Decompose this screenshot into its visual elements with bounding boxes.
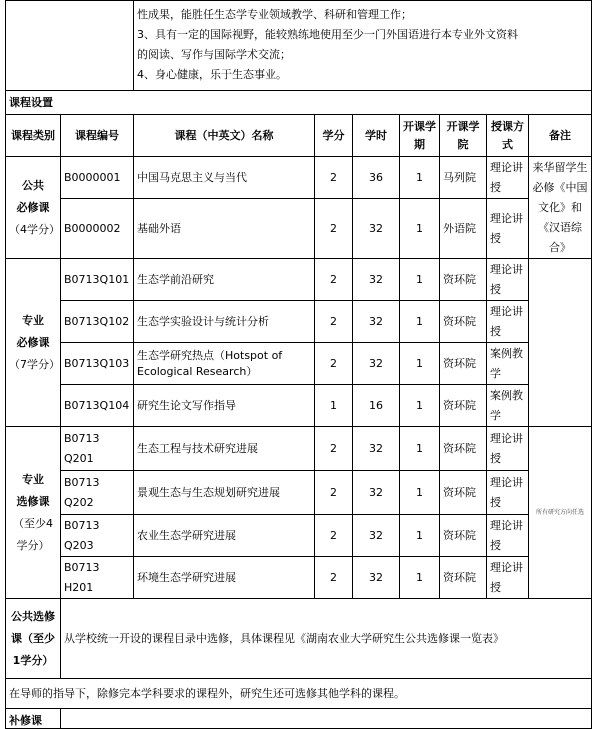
course-hours: 32 xyxy=(353,471,400,515)
course-name: 景观生态与生态规划研究进展 xyxy=(134,471,315,515)
course-credit: 2 xyxy=(315,301,353,343)
course-term: 1 xyxy=(400,385,440,427)
course-hours: 32 xyxy=(353,343,400,385)
notes-public-required: 来华留学生必修《中国文化》和《汉语综合》 xyxy=(529,157,592,259)
course-method: 案例教学 xyxy=(487,385,529,427)
category-line: 必修课 xyxy=(16,335,50,349)
category-public-elective: 公共选修课（至少1学分） xyxy=(6,599,61,679)
intro-line: 的阅读、写作与国际学术交流； xyxy=(137,48,291,61)
course-hours: 32 xyxy=(353,427,400,471)
course-credit: 2 xyxy=(315,259,353,301)
course-code: B0713Q103 xyxy=(61,343,134,385)
intro-line: 4、身心健康，乐于生态事业。 xyxy=(137,68,287,81)
header-code: 课程编号 xyxy=(61,115,134,157)
intro-blank-cell xyxy=(6,1,134,91)
category-line: （至少4学分） xyxy=(13,516,53,552)
course-hours: 32 xyxy=(353,515,400,557)
category-line: 专业 xyxy=(22,472,44,486)
course-credit: 1 xyxy=(315,385,353,427)
course-college: 资环院 xyxy=(440,343,487,385)
course-term: 1 xyxy=(400,199,440,259)
course-method: 案例教学 xyxy=(487,343,529,385)
course-college: 资环院 xyxy=(440,471,487,515)
course-name: 基础外语 xyxy=(134,199,315,259)
course-method: 理论讲授 xyxy=(487,301,529,343)
course-method: 理论讲授 xyxy=(487,557,529,599)
course-credit: 2 xyxy=(315,343,353,385)
course-term: 1 xyxy=(400,557,440,599)
course-credit: 2 xyxy=(315,471,353,515)
course-college: 马列院 xyxy=(440,157,487,199)
course-hours: 32 xyxy=(353,557,400,599)
course-term: 1 xyxy=(400,259,440,301)
course-college: 资环院 xyxy=(440,557,487,599)
course-term: 1 xyxy=(400,471,440,515)
course-name: 生态学实验设计与统计分析 xyxy=(134,301,315,343)
course-code: B0713 Q201 xyxy=(61,427,134,471)
course-method: 理论讲授 xyxy=(487,259,529,301)
course-name: 生态学研究热点（Hotspot of Ecological Research） xyxy=(134,343,315,385)
course-hours: 32 xyxy=(353,199,400,259)
course-code: B0713 H201 xyxy=(61,557,134,599)
course-credit: 2 xyxy=(315,157,353,199)
course-name: 生态学前沿研究 xyxy=(134,259,315,301)
curriculum-table xyxy=(5,0,592,729)
course-name: 生态工程与技术研究进展 xyxy=(134,427,315,471)
course-code: B0713Q101 xyxy=(61,259,134,301)
category-line: （7学分） xyxy=(9,357,60,371)
course-term: 1 xyxy=(400,157,440,199)
category-line: 公共 xyxy=(22,178,44,192)
course-hours: 32 xyxy=(353,301,400,343)
course-method: 理论讲授 xyxy=(487,427,529,471)
category-line: （4学分） xyxy=(9,222,60,236)
course-hours: 32 xyxy=(353,259,400,301)
course-code: B0713 Q203 xyxy=(61,515,134,557)
public-elective-text: 从学校统一开设的课程目录中选修，具体课程见《湖南农业大学研究生公共选修课一览表》 xyxy=(61,599,592,679)
header-name: 课程（中英文）名称 xyxy=(134,115,315,157)
course-credit: 2 xyxy=(315,427,353,471)
course-method: 理论讲授 xyxy=(487,515,529,557)
course-name: 研究生论文写作指导 xyxy=(134,385,315,427)
course-credit: 2 xyxy=(315,199,353,259)
course-credit: 2 xyxy=(315,515,353,557)
section-title: 课程设置 xyxy=(6,91,592,115)
course-credit: 2 xyxy=(315,557,353,599)
course-term: 1 xyxy=(400,343,440,385)
category-major-elective xyxy=(6,427,61,599)
course-method: 理论讲授 xyxy=(487,157,529,199)
notes-major-elective: 所有研究方向任选 xyxy=(529,427,592,599)
header-hours: 学时 xyxy=(353,115,400,157)
header-college: 开课学院 xyxy=(440,115,487,157)
header-method: 授课方式 xyxy=(487,115,529,157)
category-line: 必修课 xyxy=(16,200,50,214)
header-notes: 备注 xyxy=(529,115,592,157)
header-term: 开课学期 xyxy=(400,115,440,157)
course-name: 环境生态学研究进展 xyxy=(134,557,315,599)
intro-line: 性成果，能胜任生态学专业领域教学、科研和管理工作； xyxy=(137,8,412,21)
intro-text xyxy=(134,1,592,91)
intro-line: 3、具有一定的国际视野，能较熟练地使用至少一门外国语进行本专业外文资料 xyxy=(137,28,518,41)
header-category: 课程类别 xyxy=(6,115,61,157)
course-college: 资环院 xyxy=(440,301,487,343)
course-code: B0713Q104 xyxy=(61,385,134,427)
course-hours: 36 xyxy=(353,157,400,199)
course-name: 农业生态学研究进展 xyxy=(134,515,315,557)
course-term: 1 xyxy=(400,427,440,471)
course-code: B0000002 xyxy=(61,199,134,259)
footer-note: 在导师的指导下，除修完本学科要求的课程外，研究生还可选修其他学科的课程。 xyxy=(6,679,592,709)
course-college: 资环院 xyxy=(440,427,487,471)
category-public-required xyxy=(6,157,61,259)
category-line: 选修课 xyxy=(16,494,50,508)
course-code: B0713Q102 xyxy=(61,301,134,343)
category-major-required xyxy=(6,259,61,427)
course-term: 1 xyxy=(400,301,440,343)
course-term: 1 xyxy=(400,515,440,557)
notes-major-required xyxy=(529,259,592,427)
course-college: 资环院 xyxy=(440,259,487,301)
course-method: 理论讲授 xyxy=(487,471,529,515)
header-credit: 学分 xyxy=(315,115,353,157)
remedial-course-label: 补修课 xyxy=(6,709,61,729)
course-method: 理论讲授 xyxy=(487,199,529,259)
course-code: B0713 Q202 xyxy=(61,471,134,515)
course-college: 资环院 xyxy=(440,515,487,557)
course-college: 资环院 xyxy=(440,385,487,427)
course-hours: 16 xyxy=(353,385,400,427)
course-college: 外语院 xyxy=(440,199,487,259)
category-line: 专业 xyxy=(22,313,44,327)
course-code: B0000001 xyxy=(61,157,134,199)
course-name: 中国马克思主义与当代 xyxy=(134,157,315,199)
